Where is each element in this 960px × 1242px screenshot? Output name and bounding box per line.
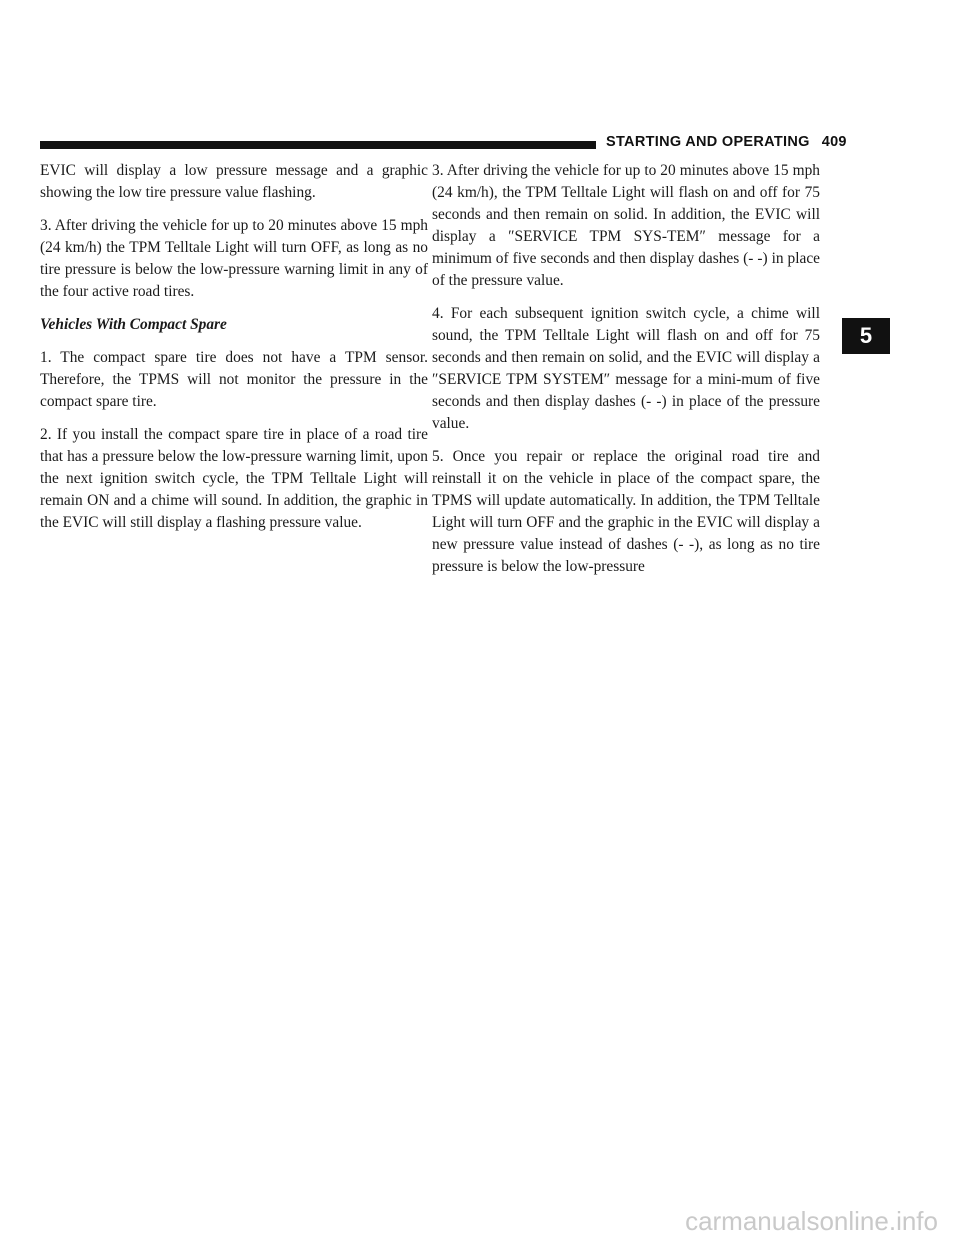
page-number: 409	[821, 134, 847, 150]
section-title: STARTING AND OPERATING	[606, 134, 810, 150]
left-column	[40, 160, 428, 545]
paragraph: 3. After driving the vehicle for up to 20 minutes above 15 mph (24 km/h) the TPM Telltale Light will turn OFF, as long as no tire pressure is below the low-pressure warning limit in any of the four active road tires.	[40, 217, 428, 300]
subheading: Vehicles With Compact Spare	[40, 316, 227, 333]
right-column	[432, 160, 820, 589]
paragraph: 5. Once you repair or replace the original road tire and reinstall it on the vehicle in place of the compact spare, the TPMS will update automatically. In addition, the TPM Telltale Light will turn OFF and the graphic in the EVIC will display a new pressure value instead of dashes (- -), as long as no tire pressure is below the low-pressure	[432, 448, 820, 575]
header-rule	[40, 141, 596, 149]
paragraph: 2. If you install the compact spare tire in place of a road tire that has a pressure below the low-pressure warning limit, upon the next ignition switch cycle, the TPM Telltale Light will remain ON and a chime will sound. In addition, the graphic in the EVIC will still display a flashing pressure value.	[40, 426, 428, 531]
paragraph: 1. The compact spare tire does not have a TPM sensor. Therefore, the TPMS will not monitor the pressure in the compact spare tire.	[40, 349, 428, 410]
watermark: carmanualsonline.info	[685, 1206, 938, 1236]
running-header	[606, 134, 847, 150]
paragraph: EVIC will display a low pressure message and a graphic showing the low tire pressure value flashing.	[40, 162, 428, 201]
paragraph: 4. For each subsequent ignition switch cycle, a chime will sound, the TPM Telltale Light will flash on and off for 75 seconds and then remain on solid, and the EVIC will display a ″SERVICE TPM SYSTEM″ message for a mini-mum of five seconds and then display dashes (- -) in place of the pressure value.	[432, 305, 820, 432]
paragraph: 3. After driving the vehicle for up to 20 minutes above 15 mph (24 km/h), the TPM Telltale Light will flash on and off for 75 seconds and then remain on solid. In addition, the EVIC will display a ″SERVICE TPM SYS-TEM″ message for a minimum of five seconds and then display dashes (- -) in place of the pressure value.	[432, 162, 820, 289]
chapter-tab: 5	[842, 318, 890, 354]
